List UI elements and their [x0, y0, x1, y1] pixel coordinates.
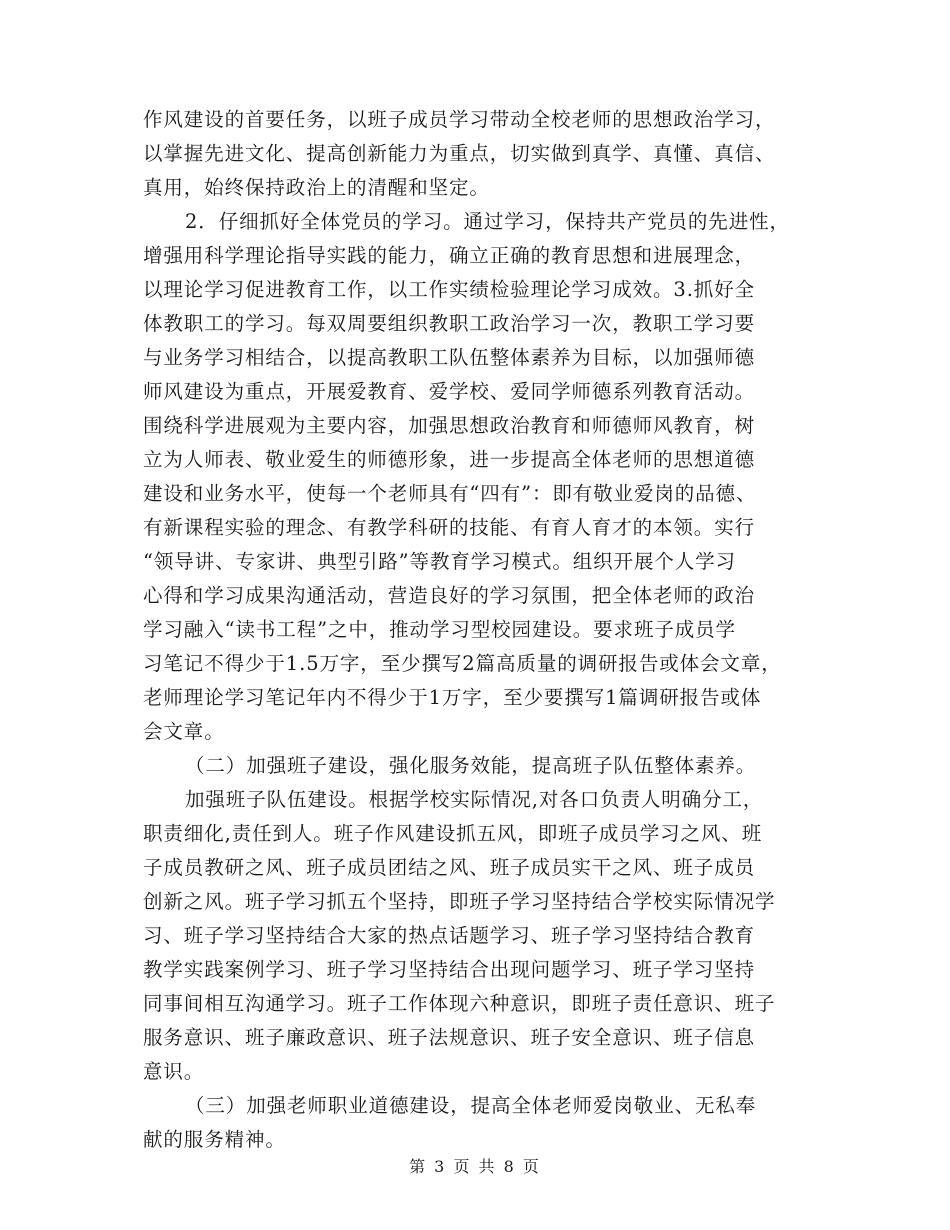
text-line: 立为人师表、敬业爱生的师德形象，进一步提高全体老师的思想道德 [143, 448, 756, 471]
section-heading: （三）加强老师职业道德建设，提高全体老师爱岗敬业、无私奉 [185, 1094, 757, 1117]
text-line: 增强用科学理论指导实践的能力，确立正确的教育思想和进展理念， [143, 244, 756, 267]
text-line: 真用，始终保持政治上的清醒和坚定。 [143, 176, 490, 199]
text-line: 师风建设为重点，开展爱教育、爱学校、爱同学师德系列教育活动。 [143, 380, 756, 403]
text-line: “领导讲、专家讲、典型引路”等教育学习模式。组织开展个人学习 [143, 550, 736, 573]
text-line: 习笔记不得少于1.5万字，至少撰写2篇高质量的调研报告或体会文章， [143, 652, 782, 675]
text-line: 建设和业务水平，使每一个老师具有“四有”：即有敬业爱岗的品德、 [143, 482, 757, 505]
text-line: 与业务学习相结合，以提高教职工队伍整体素养为目标，以加强师德 [143, 346, 756, 369]
text-line: 子成员教研之风、班子成员团结之风、班子成员实干之风、班子成员 [143, 856, 756, 879]
text-line: 体教职工的学习。每双周要组织教职工政治学习一次，教职工学习要 [143, 312, 756, 335]
page-number: 第 3 页 共 8 页 [409, 1157, 541, 1176]
text-line: 会文章。 [143, 720, 225, 743]
text-line: 有新课程实验的理念、有教学科研的技能、有育人育才的本领。实行 [143, 516, 756, 539]
text-line: 献的服务精神。 [143, 1128, 286, 1151]
text-line: 职责细化,责任到人。班子作风建设抓五风，即班子成员学习之风、班 [143, 822, 763, 845]
text-line: 以掌握先进文化、提高创新能力为重点，切实做到真学、真懂、真信、 [143, 142, 776, 165]
text-line: 心得和学习成果沟通活动，营造良好的学习氛围，把全体老师的政治 [143, 584, 756, 607]
text-line: 学习融入“读书工程”之中，推动学习型校园建设。要求班子成员学 [143, 618, 736, 641]
text-line: 老师理论学习笔记年内不得少于1万字，至少要撰写1篇调研报告或体 [143, 686, 762, 709]
text-line: 2．仔细抓好全体党员的学习。通过学习，保持共产党员的先进性， [185, 210, 790, 233]
document-body [143, 103, 833, 1157]
text-line: 同事间相互沟通学习。班子工作体现六种意识，即班子责任意识、班子 [143, 992, 776, 1015]
text-line: 服务意识、班子廉政意识、班子法规意识、班子安全意识、班子信息 [143, 1026, 756, 1049]
text-line: 作风建设的首要任务，以班子成员学习带动全校老师的思想政治学习， [143, 108, 776, 131]
text-line: 教学实践案例学习、班子学习坚持结合出现问题学习、班子学习坚持 [143, 958, 756, 981]
text-line: 意识。 [143, 1060, 205, 1083]
text-line: 围绕科学进展观为主要内容，加强思想政治教育和师德师风教育，树 [143, 414, 756, 437]
text-line: 加强班子队伍建设。根据学校实际情况,对各口负责人明确分工， [185, 788, 764, 811]
section-heading: （二）加强班子建设，强化服务效能，提高班子队伍整体素养。 [185, 754, 757, 777]
text-line: 以理论学习促进教育工作，以工作实绩检验理论学习成效。3.抓好全 [143, 278, 756, 301]
text-line: 习、班子学习坚持结合大家的热点话题学习、班子学习坚持结合教育 [143, 924, 756, 947]
text-line: 创新之风。班子学习抓五个坚持，即班子学习坚持结合学校实际情况学 [143, 890, 776, 913]
